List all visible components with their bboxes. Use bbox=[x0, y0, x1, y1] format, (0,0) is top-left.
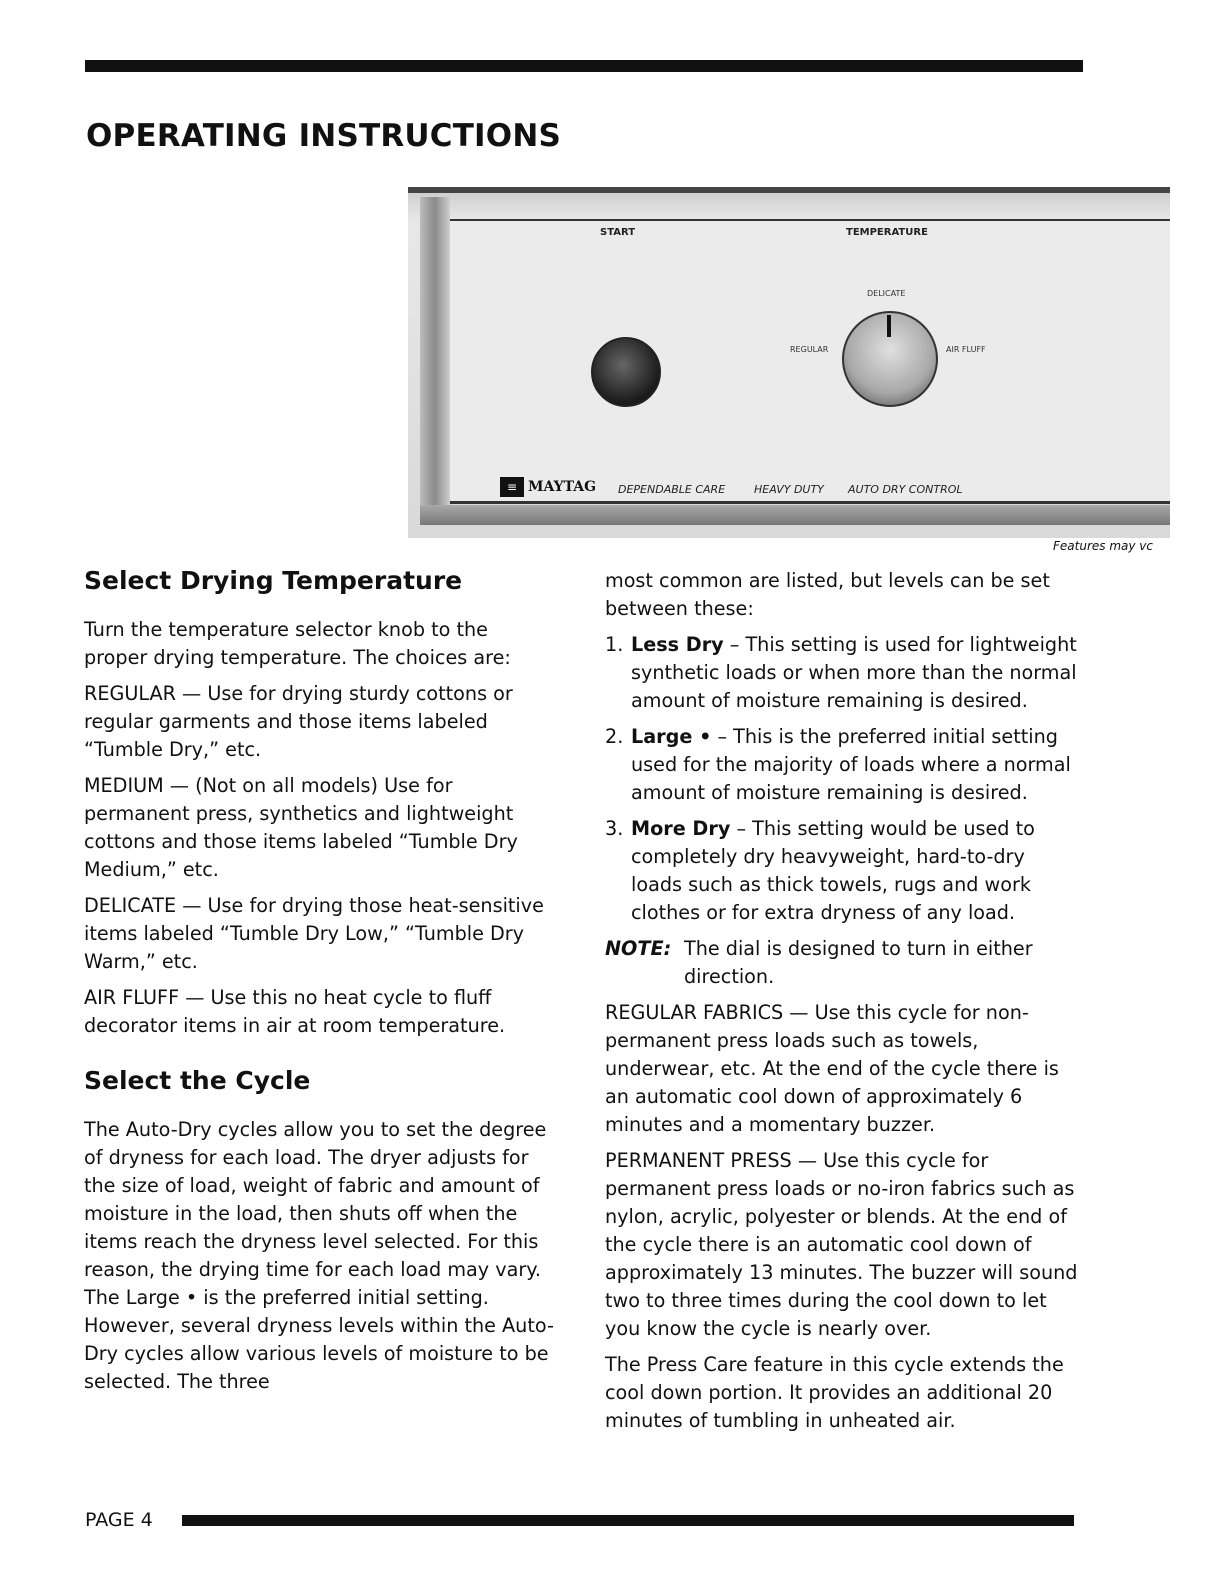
start-knob bbox=[591, 337, 661, 407]
regular-fabrics: REGULAR FABRICS — Use this cycle for non-permanent press loads such as towels, underwear, etc. At the end of the cycle there is an automatic cool down of approximately 6 minutes and a momentary buzzer. bbox=[605, 1001, 1059, 1136]
page-number: PAGE 4 bbox=[85, 1509, 153, 1531]
list-item-less-dry bbox=[605, 631, 1080, 715]
regular-label: REGULAR bbox=[790, 345, 829, 354]
option-regular: REGULAR — Use for drying sturdy cottons or regular garments and those items labeled “Tumble Dry,” etc. bbox=[84, 682, 513, 761]
temperature-section bbox=[84, 616, 554, 1048]
temperature-intro: Turn the temperature selector knob to the proper drying temperature. The choices are: bbox=[84, 618, 511, 669]
list-number: 3. bbox=[605, 817, 624, 840]
desc-more-dry: – This setting would be used to completely dry heavyweight, hard-to-dry loads such as thick towels, rugs and work clothes or for extra dryness of any load. bbox=[631, 817, 1035, 924]
start-label: START bbox=[600, 227, 636, 238]
delicate-label: DELICATE bbox=[867, 289, 906, 298]
maytag-logo-icon: ≡ bbox=[500, 477, 524, 497]
brand-name: MAYTAG bbox=[528, 479, 597, 495]
cycle-intro-section bbox=[84, 1116, 554, 1404]
knob-pointer bbox=[887, 315, 891, 337]
cycle-continuation: most common are listed, but levels can be set between these: bbox=[605, 569, 1050, 620]
features-caption: Features may vc bbox=[1053, 539, 1153, 553]
list-number: 1. bbox=[605, 633, 624, 656]
cycle-intro: The Auto-Dry cycles allow you to set the degree of dryness for each load. The dryer adjusts for the size of load, weight of fabric and amount of moisture in the load, then shuts off when the items reach the dryness level selected. For this reason, the drying time for each load may vary. The Large • is the preferred initial setting. However, several dryness levels within the Auto-Dry cycles allow various levels of moisture to be selected. The three bbox=[84, 1118, 554, 1393]
term-large: Large • bbox=[631, 725, 712, 748]
panel-base bbox=[420, 505, 1170, 525]
tagline-dependable-care: DEPENDABLE CARE bbox=[618, 483, 726, 496]
tagline-heavy-duty: HEAVY DUTY bbox=[754, 483, 824, 496]
note-text: The dial is designed to turn in either direction. bbox=[684, 937, 1033, 988]
bottom-rule bbox=[182, 1515, 1074, 1526]
panel-side bbox=[420, 197, 450, 517]
press-care: The Press Care feature in this cycle extends the cool down portion. It provides an additional 20 minutes of tumbling in unheated air. bbox=[605, 1353, 1064, 1432]
desc-less-dry: – This setting is used for lightweight synthetic loads or when more than the normal amount of moisture remaining is desired. bbox=[631, 633, 1077, 712]
list-item-more-dry bbox=[605, 815, 1080, 927]
option-air-fluff: AIR FLUFF — Use this no heat cycle to fluff decorator items in air at room temperature. bbox=[84, 986, 506, 1037]
note-label: NOTE: bbox=[605, 937, 672, 960]
page-title: OPERATING INSTRUCTIONS bbox=[86, 118, 562, 154]
list-number: 2. bbox=[605, 725, 624, 748]
heading-select-cycle: Select the Cycle bbox=[84, 1066, 311, 1095]
term-less-dry: Less Dry bbox=[631, 633, 724, 656]
permanent-press: PERMANENT PRESS — Use this cycle for permanent press loads or no-iron fabrics such as nylon, acrylic, polyester or blends. At the end of the cycle there is an automatic cool down of approximately 13 minutes. The buzzer will sound two to three times during the cool down to let you know the cycle is nearly over. bbox=[605, 1149, 1078, 1340]
temperature-label: TEMPERATURE bbox=[846, 227, 928, 238]
note bbox=[605, 935, 1080, 991]
dryer-control-panel bbox=[408, 187, 1170, 532]
tagline-auto-dry-control: AUTO DRY CONTROL bbox=[848, 483, 963, 496]
option-medium: MEDIUM — (Not on all models) Use for permanent press, synthetics and lightweight cottons and those items labeled “Tumble Dry Medium,” etc. bbox=[84, 774, 518, 881]
panel-face bbox=[450, 219, 1170, 504]
top-rule bbox=[85, 60, 1083, 72]
list-item-large bbox=[605, 723, 1080, 807]
term-more-dry: More Dry bbox=[631, 817, 731, 840]
option-delicate: DELICATE — Use for drying those heat-sensitive items labeled “Tumble Dry Low,” “Tumble Dry Warm,” etc. bbox=[84, 894, 544, 973]
air-fluff-label: AIR FLUFF bbox=[946, 345, 986, 354]
cycle-continued-section bbox=[605, 567, 1080, 1443]
desc-large: – This is the preferred initial setting used for the majority of loads where a normal amount of moisture remaining is desired. bbox=[631, 725, 1071, 804]
heading-drying-temperature: Select Drying Temperature bbox=[84, 566, 463, 595]
